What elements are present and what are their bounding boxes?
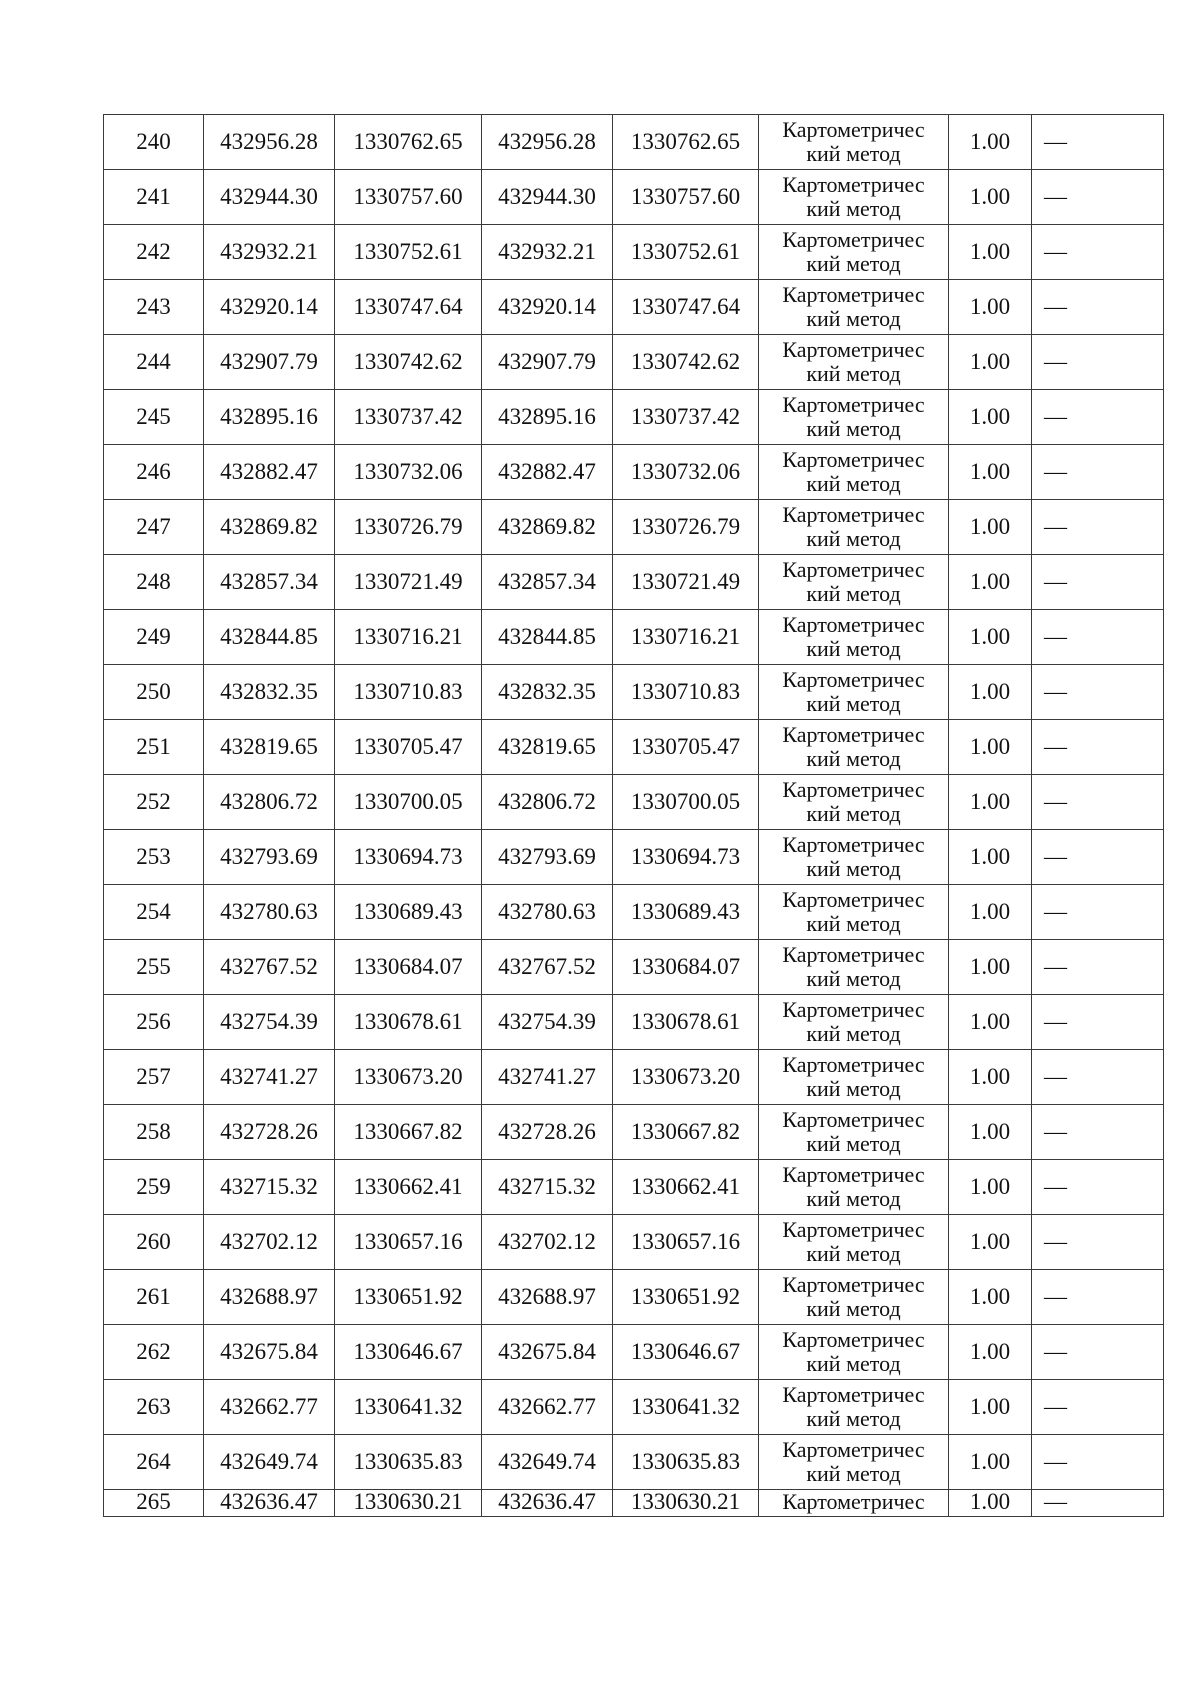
method-cell [759, 1380, 949, 1435]
existing-x-cell: 432702.12 [204, 1215, 335, 1270]
table-row [104, 610, 1164, 665]
method-line-1: Картометричес [782, 942, 925, 967]
table-row [104, 1215, 1164, 1270]
refined-x-cell: 432844.85 [482, 610, 613, 665]
method-cell [759, 1105, 949, 1160]
point-number-cell: 256 [104, 995, 204, 1050]
method-line-1: Картометричес [782, 1382, 925, 1407]
method-line-1: Картометричес [782, 1162, 925, 1187]
method-line-2: кий метод [806, 746, 901, 771]
refined-x-cell: 432662.77 [482, 1380, 613, 1435]
existing-x-cell: 432688.97 [204, 1270, 335, 1325]
existing-x-cell: 432857.34 [204, 555, 335, 610]
method-cell [759, 995, 949, 1050]
existing-y-cell: 1330705.47 [335, 720, 482, 775]
refined-x-cell: 432944.30 [482, 170, 613, 225]
table-row [104, 995, 1164, 1050]
note-cell: — [1032, 1050, 1164, 1105]
method-line-1: Картометричес [782, 1272, 925, 1297]
note-cell: — [1032, 500, 1164, 555]
table-row [104, 1270, 1164, 1325]
point-number-cell: 241 [104, 170, 204, 225]
accuracy-cell: 1.00 [949, 1160, 1032, 1215]
existing-x-cell: 432649.74 [204, 1435, 335, 1490]
accuracy-cell: 1.00 [949, 445, 1032, 500]
method-cell [759, 720, 949, 775]
table-row [104, 1050, 1164, 1105]
point-number-cell: 244 [104, 335, 204, 390]
refined-y-cell: 1330710.83 [613, 665, 759, 720]
note-cell: — [1032, 995, 1164, 1050]
point-number-cell: 246 [104, 445, 204, 500]
method-cell [759, 1490, 949, 1517]
method-line-1: Картометричес [782, 557, 925, 582]
refined-x-cell: 432895.16 [482, 390, 613, 445]
method-line-2: кий метод [806, 801, 901, 826]
refined-y-cell: 1330667.82 [613, 1105, 759, 1160]
point-number-cell: 254 [104, 885, 204, 940]
note-cell: — [1032, 665, 1164, 720]
method-line-2: кий метод [806, 1351, 901, 1376]
point-number-cell: 245 [104, 390, 204, 445]
method-line-2: кий метод [806, 1241, 901, 1266]
existing-y-cell: 1330684.07 [335, 940, 482, 995]
table-row [104, 1490, 1164, 1517]
method-line-2: кий метод [806, 1021, 901, 1046]
method-line-1: Картометричес [782, 997, 925, 1022]
existing-y-cell: 1330757.60 [335, 170, 482, 225]
existing-x-cell: 432895.16 [204, 390, 335, 445]
existing-y-cell: 1330732.06 [335, 445, 482, 500]
existing-x-cell: 432920.14 [204, 280, 335, 335]
method-cell [759, 1435, 949, 1490]
table-row [104, 115, 1164, 170]
existing-x-cell: 432806.72 [204, 775, 335, 830]
method-cell [759, 280, 949, 335]
method-line-2: кий метод [806, 911, 901, 936]
method-cell [759, 500, 949, 555]
existing-x-cell: 432956.28 [204, 115, 335, 170]
table-row [104, 885, 1164, 940]
existing-x-cell: 432636.47 [204, 1490, 335, 1517]
table-row [104, 500, 1164, 555]
method-line-2: кий метод [806, 251, 901, 276]
method-line-2: кий метод [806, 196, 901, 221]
note-cell: — [1032, 335, 1164, 390]
accuracy-cell: 1.00 [949, 1435, 1032, 1490]
refined-x-cell: 432688.97 [482, 1270, 613, 1325]
method-line-1: Картометричес [782, 227, 925, 252]
point-number-cell: 242 [104, 225, 204, 280]
point-number-cell: 265 [104, 1490, 204, 1517]
accuracy-cell: 1.00 [949, 1105, 1032, 1160]
method-cell [759, 115, 949, 170]
existing-y-cell: 1330678.61 [335, 995, 482, 1050]
refined-x-cell: 432806.72 [482, 775, 613, 830]
refined-y-cell: 1330673.20 [613, 1050, 759, 1105]
table-row [104, 1105, 1164, 1160]
point-number-cell: 251 [104, 720, 204, 775]
method-cell [759, 225, 949, 280]
method-cell [759, 1270, 949, 1325]
method-cell [759, 445, 949, 500]
refined-y-cell: 1330635.83 [613, 1435, 759, 1490]
accuracy-cell: 1.00 [949, 720, 1032, 775]
method-line-2: кий метод [806, 1131, 901, 1156]
refined-y-cell: 1330646.67 [613, 1325, 759, 1380]
refined-y-cell: 1330700.05 [613, 775, 759, 830]
method-line-1: Картометричес [782, 172, 925, 197]
method-cell [759, 1050, 949, 1105]
method-line-2: кий метод [806, 471, 901, 496]
method-line-2: кий метод [806, 526, 901, 551]
refined-y-cell: 1330752.61 [613, 225, 759, 280]
refined-x-cell: 432636.47 [482, 1490, 613, 1517]
table-row [104, 170, 1164, 225]
note-cell: — [1032, 555, 1164, 610]
table-row [104, 280, 1164, 335]
method-line-2: кий метод [806, 141, 901, 166]
method-line-1: Картометричес [782, 777, 925, 802]
existing-x-cell: 432869.82 [204, 500, 335, 555]
method-line-2: кий метод [806, 581, 901, 606]
existing-x-cell: 432844.85 [204, 610, 335, 665]
method-line-2: кий метод [806, 1296, 901, 1321]
accuracy-cell: 1.00 [949, 555, 1032, 610]
point-number-cell: 247 [104, 500, 204, 555]
accuracy-cell: 1.00 [949, 170, 1032, 225]
point-number-cell: 243 [104, 280, 204, 335]
method-cell [759, 610, 949, 665]
refined-x-cell: 432754.39 [482, 995, 613, 1050]
method-line-1: Картометричес [782, 447, 925, 472]
table-row [104, 390, 1164, 445]
point-number-cell: 258 [104, 1105, 204, 1160]
accuracy-cell: 1.00 [949, 1490, 1032, 1517]
existing-y-cell: 1330737.42 [335, 390, 482, 445]
method-line-1: Картометричес [782, 887, 925, 912]
note-cell: — [1032, 1215, 1164, 1270]
accuracy-cell: 1.00 [949, 225, 1032, 280]
refined-x-cell: 432819.65 [482, 720, 613, 775]
table-row [104, 775, 1164, 830]
point-number-cell: 263 [104, 1380, 204, 1435]
existing-x-cell: 432662.77 [204, 1380, 335, 1435]
refined-y-cell: 1330747.64 [613, 280, 759, 335]
refined-y-cell: 1330716.21 [613, 610, 759, 665]
method-line-1: Картометричес [782, 667, 925, 692]
method-line-1: Картометричес [782, 1217, 925, 1242]
note-cell: — [1032, 390, 1164, 445]
existing-y-cell: 1330700.05 [335, 775, 482, 830]
existing-y-cell: 1330630.21 [335, 1490, 482, 1517]
table-body [104, 115, 1164, 1517]
method-cell [759, 665, 949, 720]
existing-y-cell: 1330646.67 [335, 1325, 482, 1380]
method-line-2: кий метод [806, 416, 901, 441]
table-row [104, 445, 1164, 500]
refined-x-cell: 432741.27 [482, 1050, 613, 1105]
method-line-2: кий метод [806, 966, 901, 991]
accuracy-cell: 1.00 [949, 1215, 1032, 1270]
coordinates-table [103, 114, 1164, 1517]
accuracy-cell: 1.00 [949, 1380, 1032, 1435]
refined-x-cell: 432869.82 [482, 500, 613, 555]
note-cell: — [1032, 1380, 1164, 1435]
existing-x-cell: 432944.30 [204, 170, 335, 225]
refined-y-cell: 1330726.79 [613, 500, 759, 555]
accuracy-cell: 1.00 [949, 940, 1032, 995]
accuracy-cell: 1.00 [949, 610, 1032, 665]
refined-x-cell: 432907.79 [482, 335, 613, 390]
method-line-1: Картометричес [782, 722, 925, 747]
accuracy-cell: 1.00 [949, 1325, 1032, 1380]
table-row [104, 665, 1164, 720]
refined-x-cell: 432956.28 [482, 115, 613, 170]
point-number-cell: 240 [104, 115, 204, 170]
note-cell: — [1032, 280, 1164, 335]
refined-x-cell: 432649.74 [482, 1435, 613, 1490]
refined-x-cell: 432882.47 [482, 445, 613, 500]
table-row [104, 1160, 1164, 1215]
existing-y-cell: 1330662.41 [335, 1160, 482, 1215]
note-cell: — [1032, 610, 1164, 665]
accuracy-cell: 1.00 [949, 1050, 1032, 1105]
accuracy-cell: 1.00 [949, 995, 1032, 1050]
refined-x-cell: 432920.14 [482, 280, 613, 335]
existing-x-cell: 432819.65 [204, 720, 335, 775]
accuracy-cell: 1.00 [949, 885, 1032, 940]
method-cell [759, 335, 949, 390]
note-cell: — [1032, 445, 1164, 500]
table-row [104, 225, 1164, 280]
existing-x-cell: 432715.32 [204, 1160, 335, 1215]
method-line-1: Картометричес [782, 1107, 925, 1132]
refined-y-cell: 1330657.16 [613, 1215, 759, 1270]
table-row [104, 1325, 1164, 1380]
note-cell: — [1032, 830, 1164, 885]
refined-x-cell: 432932.21 [482, 225, 613, 280]
method-line-1: Картометричес [782, 282, 925, 307]
refined-y-cell: 1330684.07 [613, 940, 759, 995]
existing-y-cell: 1330673.20 [335, 1050, 482, 1105]
method-cell [759, 940, 949, 995]
method-cell [759, 170, 949, 225]
refined-y-cell: 1330689.43 [613, 885, 759, 940]
point-number-cell: 250 [104, 665, 204, 720]
existing-y-cell: 1330716.21 [335, 610, 482, 665]
existing-y-cell: 1330657.16 [335, 1215, 482, 1270]
refined-y-cell: 1330651.92 [613, 1270, 759, 1325]
point-number-cell: 255 [104, 940, 204, 995]
table-row [104, 720, 1164, 775]
refined-y-cell: 1330641.32 [613, 1380, 759, 1435]
existing-y-cell: 1330689.43 [335, 885, 482, 940]
method-line-1: Картометричес [782, 1489, 925, 1514]
note-cell: — [1032, 115, 1164, 170]
existing-x-cell: 432793.69 [204, 830, 335, 885]
point-number-cell: 257 [104, 1050, 204, 1105]
method-line-1: Картометричес [782, 337, 925, 362]
point-number-cell: 260 [104, 1215, 204, 1270]
existing-x-cell: 432780.63 [204, 885, 335, 940]
existing-x-cell: 432728.26 [204, 1105, 335, 1160]
refined-y-cell: 1330762.65 [613, 115, 759, 170]
refined-x-cell: 432767.52 [482, 940, 613, 995]
method-line-1: Картометричес [782, 1327, 925, 1352]
refined-x-cell: 432780.63 [482, 885, 613, 940]
method-line-2: кий метод [806, 1406, 901, 1431]
table-row [104, 940, 1164, 995]
existing-y-cell: 1330726.79 [335, 500, 482, 555]
existing-y-cell: 1330762.65 [335, 115, 482, 170]
method-line-2: кий метод [806, 1186, 901, 1211]
note-cell: — [1032, 225, 1164, 280]
point-number-cell: 264 [104, 1435, 204, 1490]
method-line-1: Картометричес [782, 1437, 925, 1462]
refined-x-cell: 432728.26 [482, 1105, 613, 1160]
note-cell: — [1032, 1105, 1164, 1160]
point-number-cell: 252 [104, 775, 204, 830]
point-number-cell: 261 [104, 1270, 204, 1325]
method-cell [759, 555, 949, 610]
accuracy-cell: 1.00 [949, 775, 1032, 830]
table-row [104, 555, 1164, 610]
note-cell: — [1032, 775, 1164, 830]
existing-y-cell: 1330667.82 [335, 1105, 482, 1160]
existing-x-cell: 432675.84 [204, 1325, 335, 1380]
method-line-2: кий метод [806, 691, 901, 716]
existing-y-cell: 1330752.61 [335, 225, 482, 280]
method-cell [759, 1325, 949, 1380]
method-line-2: кий метод [806, 856, 901, 881]
method-line-1: Картометричес [782, 392, 925, 417]
method-line-1: Картометричес [782, 832, 925, 857]
accuracy-cell: 1.00 [949, 115, 1032, 170]
note-cell: — [1032, 1160, 1164, 1215]
method-line-1: Картометричес [782, 117, 925, 142]
note-cell: — [1032, 940, 1164, 995]
refined-y-cell: 1330732.06 [613, 445, 759, 500]
method-cell [759, 830, 949, 885]
accuracy-cell: 1.00 [949, 390, 1032, 445]
refined-x-cell: 432793.69 [482, 830, 613, 885]
existing-y-cell: 1330721.49 [335, 555, 482, 610]
existing-x-cell: 432832.35 [204, 665, 335, 720]
method-line-2: кий метод [806, 306, 901, 331]
existing-y-cell: 1330694.73 [335, 830, 482, 885]
refined-x-cell: 432857.34 [482, 555, 613, 610]
refined-y-cell: 1330742.62 [613, 335, 759, 390]
method-line-1: Картометричес [782, 1052, 925, 1077]
existing-y-cell: 1330651.92 [335, 1270, 482, 1325]
table-row [104, 830, 1164, 885]
existing-y-cell: 1330742.62 [335, 335, 482, 390]
accuracy-cell: 1.00 [949, 335, 1032, 390]
method-line-2: кий метод [806, 636, 901, 661]
method-cell [759, 390, 949, 445]
method-cell [759, 885, 949, 940]
method-line-1: Картометричес [782, 502, 925, 527]
method-line-1: Картометричес [782, 612, 925, 637]
existing-y-cell: 1330710.83 [335, 665, 482, 720]
refined-x-cell: 432715.32 [482, 1160, 613, 1215]
note-cell: — [1032, 1435, 1164, 1490]
accuracy-cell: 1.00 [949, 1270, 1032, 1325]
note-cell: — [1032, 1325, 1164, 1380]
refined-y-cell: 1330662.41 [613, 1160, 759, 1215]
method-cell [759, 1215, 949, 1270]
existing-y-cell: 1330747.64 [335, 280, 482, 335]
existing-x-cell: 432907.79 [204, 335, 335, 390]
table-row [104, 1380, 1164, 1435]
existing-x-cell: 432741.27 [204, 1050, 335, 1105]
method-line-2: кий метод [806, 1076, 901, 1101]
refined-x-cell: 432832.35 [482, 665, 613, 720]
existing-x-cell: 432932.21 [204, 225, 335, 280]
refined-y-cell: 1330737.42 [613, 390, 759, 445]
accuracy-cell: 1.00 [949, 830, 1032, 885]
refined-y-cell: 1330694.73 [613, 830, 759, 885]
existing-y-cell: 1330635.83 [335, 1435, 482, 1490]
note-cell: — [1032, 1270, 1164, 1325]
table-row [104, 1435, 1164, 1490]
method-line-2: кий метод [806, 361, 901, 386]
refined-y-cell: 1330705.47 [613, 720, 759, 775]
point-number-cell: 262 [104, 1325, 204, 1380]
accuracy-cell: 1.00 [949, 500, 1032, 555]
note-cell: — [1032, 1490, 1164, 1517]
point-number-cell: 259 [104, 1160, 204, 1215]
refined-y-cell: 1330678.61 [613, 995, 759, 1050]
note-cell: — [1032, 720, 1164, 775]
existing-x-cell: 432882.47 [204, 445, 335, 500]
method-line-2: кий метод [806, 1461, 901, 1486]
point-number-cell: 248 [104, 555, 204, 610]
existing-y-cell: 1330641.32 [335, 1380, 482, 1435]
method-cell [759, 1160, 949, 1215]
accuracy-cell: 1.00 [949, 665, 1032, 720]
existing-x-cell: 432767.52 [204, 940, 335, 995]
refined-y-cell: 1330757.60 [613, 170, 759, 225]
accuracy-cell: 1.00 [949, 280, 1032, 335]
refined-x-cell: 432702.12 [482, 1215, 613, 1270]
point-number-cell: 253 [104, 830, 204, 885]
refined-y-cell: 1330721.49 [613, 555, 759, 610]
refined-y-cell: 1330630.21 [613, 1490, 759, 1517]
table-row [104, 335, 1164, 390]
refined-x-cell: 432675.84 [482, 1325, 613, 1380]
existing-x-cell: 432754.39 [204, 995, 335, 1050]
point-number-cell: 249 [104, 610, 204, 665]
note-cell: — [1032, 170, 1164, 225]
method-cell [759, 775, 949, 830]
note-cell: — [1032, 885, 1164, 940]
